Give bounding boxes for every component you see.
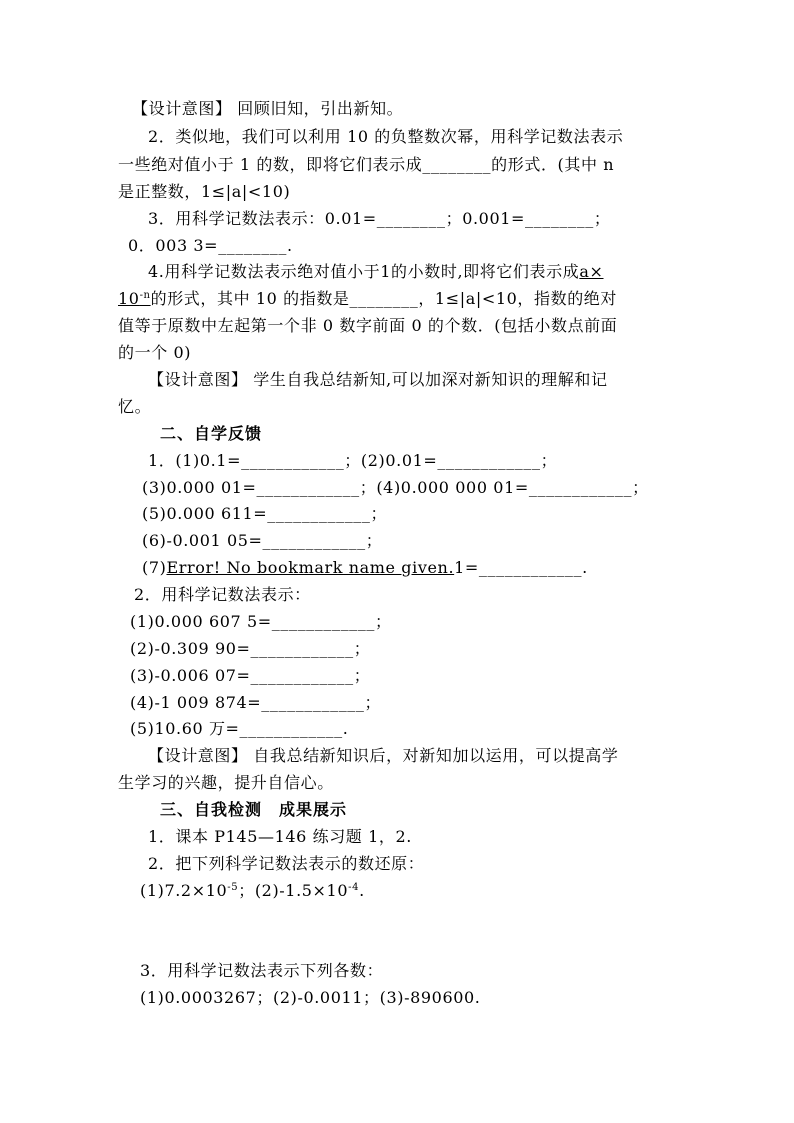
exercise-line: (1)0.0003267；(2)-0.0011；(3)-890600. (140, 988, 481, 1007)
exercise-line: 2．用科学记数法表示： (134, 585, 311, 604)
exercise-line: 3．用科学记数法表示下列各数： (140, 961, 384, 980)
text-line: 一些绝对值小于 1 的数，即将它们表示成________的形式．(其中 n (118, 155, 615, 174)
exercise-line: (3)0.000 01=____________；(4)0.000 000 01=____________； (142, 478, 649, 497)
formula-link: a× (579, 262, 604, 281)
text-segment: ；(2)-1.5×10 (238, 881, 349, 900)
text-line: 的一个 0) (118, 343, 192, 362)
formula-exponent: -n (139, 290, 151, 301)
exercise-line: (4)-1 009 874=____________； (130, 693, 382, 712)
exercise-line: 1．课本 P145—146 练习题 1，2. (148, 827, 412, 846)
design-intent-2: 【设计意图】 学生自我总结新知,可以加深对新知识的理解和记 (148, 370, 608, 389)
exercise-line (142, 557, 588, 579)
exercise-line: 1．(1)0.1=____________；(2)0.01=____________； (148, 451, 558, 470)
section-heading-2: 二、自学反馈 (160, 424, 263, 443)
exponent: -4 (348, 882, 360, 893)
text-line (148, 261, 604, 283)
text-line: 2．类似地，我们可以利用 10 的负整数次幂，用科学记数法表示 (148, 127, 624, 146)
text-line: 是正整数，1≤|a|<10) (118, 182, 291, 201)
exercise-line (140, 880, 365, 902)
formula-base: 10 (118, 289, 140, 308)
text-line: 忆。 (118, 397, 152, 416)
exercise-line: (2)-0.309 90=____________； (130, 639, 371, 658)
text-line: 3．用科学记数法表示：0.01=________；0.001=________； (148, 209, 611, 228)
exercise-line: (6)-0.001 05=____________； (142, 531, 383, 550)
exercise-line: (5)0.000 611=____________； (142, 504, 388, 523)
text-line (118, 288, 617, 310)
text-line: 生学习的兴趣，提升自信心。 (118, 773, 334, 792)
section-heading-3: 三、自我检测 成果展示 (160, 800, 348, 819)
text-line: 值等于原数中左起第一个非 0 数字前面 0 的个数．(包括小数点前面 (118, 316, 618, 335)
text-segment: . (359, 881, 365, 900)
exercise-line: (5)10.60 万=____________. (130, 719, 349, 738)
error-field: Error! No bookmark name given. (166, 558, 455, 577)
text-segment: 4.用科学记数法表示绝对值小于1的小数时,即将它们表示成 (148, 262, 580, 281)
text-segment: 的形式，其中 10 的指数是________，1≤|a|<10，指数的绝对 (150, 289, 617, 308)
text-segment: 1=____________. (454, 558, 588, 577)
design-intent-3: 【设计意图】 自我总结新知识后，对新知加以运用，可以提高学 (148, 746, 619, 765)
design-intent-1: 【设计意图】 回顾旧知，引出新知。 (132, 99, 404, 118)
exercise-line: (3)-0.006 07=____________； (130, 666, 371, 685)
text-segment: (7) (142, 558, 167, 577)
text-segment: (1)7.2×10 (140, 881, 228, 900)
formula-link (118, 289, 151, 308)
text-line: 0．003 3=________. (128, 236, 293, 255)
exercise-line: 2．把下列科学记数法表示的数还原： (148, 854, 425, 873)
exponent: -5 (227, 882, 239, 893)
exercise-line: (1)0.000 607 5=____________； (130, 612, 392, 631)
